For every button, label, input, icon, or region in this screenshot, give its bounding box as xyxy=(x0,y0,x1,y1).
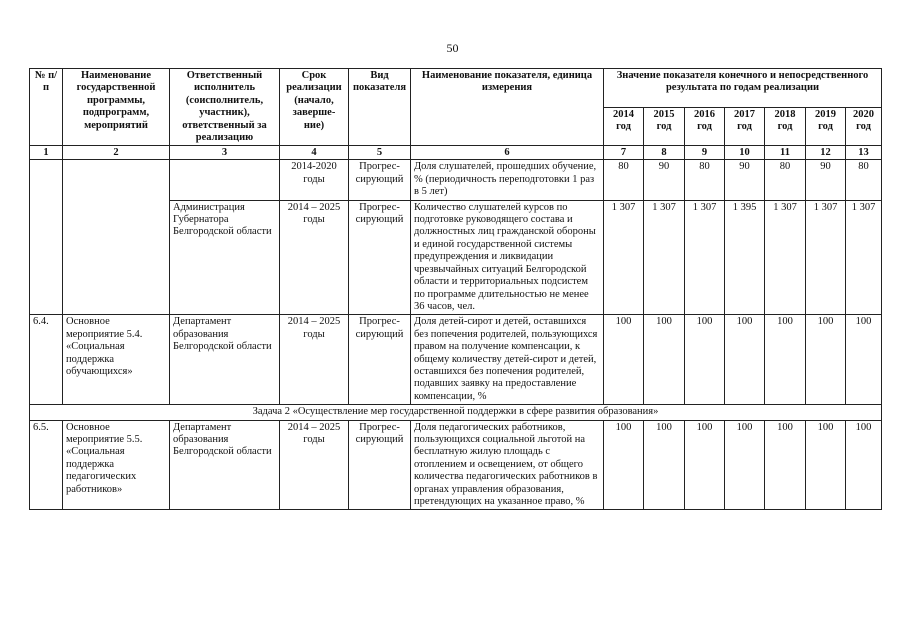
row-value: 1 307 xyxy=(846,200,882,315)
row-executor xyxy=(170,160,280,200)
row-value: 100 xyxy=(806,420,846,510)
header-num: № п/п xyxy=(30,69,63,146)
header-indicator: Наименование показателя, единица измерения xyxy=(411,69,604,146)
row-program: Основное мероприятие 5.5. «Социальная поддержка педагогических работников» xyxy=(63,420,170,510)
column-number: 2 xyxy=(63,146,170,160)
column-number: 1 xyxy=(30,146,63,160)
row-value: 100 xyxy=(765,315,806,405)
row-num: 6.5. xyxy=(30,420,63,510)
row-value: 100 xyxy=(765,420,806,510)
row-type: Прогрес-сирующий xyxy=(349,160,411,200)
header-year: 2014 год xyxy=(604,107,644,146)
indicator-table xyxy=(29,68,882,510)
row-value: 100 xyxy=(725,315,765,405)
row-type: Прогрес-сирующий xyxy=(349,315,411,405)
row-value: 1 307 xyxy=(644,200,685,315)
row-value: 90 xyxy=(725,160,765,200)
row-value: 90 xyxy=(644,160,685,200)
row-num: 6.4. xyxy=(30,315,63,405)
table-row xyxy=(30,420,882,510)
row-value: 80 xyxy=(765,160,806,200)
column-number: 8 xyxy=(644,146,685,160)
row-value: 80 xyxy=(846,160,882,200)
column-number: 9 xyxy=(685,146,725,160)
row-indicator: Доля слушателей, прошедших обучение, % (периодичность переподготовки 1 раз в 5 лет) xyxy=(411,160,604,200)
column-number: 10 xyxy=(725,146,765,160)
header-year: 2017 год xyxy=(725,107,765,146)
row-num xyxy=(30,160,63,315)
row-term: 2014 – 2025 годы xyxy=(280,315,349,405)
row-value: 100 xyxy=(644,420,685,510)
column-number: 7 xyxy=(604,146,644,160)
row-type: Прогрес-сирующий xyxy=(349,200,411,315)
task-row xyxy=(30,405,882,420)
row-value: 1 395 xyxy=(725,200,765,315)
header-type: Вид показателя xyxy=(349,69,411,146)
column-number: 11 xyxy=(765,146,806,160)
row-value: 100 xyxy=(604,315,644,405)
header-row xyxy=(30,69,882,108)
row-value: 90 xyxy=(806,160,846,200)
column-number: 3 xyxy=(170,146,280,160)
column-number: 12 xyxy=(806,146,846,160)
row-value: 100 xyxy=(644,315,685,405)
task-title: Задача 2 «Осуществление мер государственной поддержки в сфере развития образования» xyxy=(30,405,882,420)
row-executor: Департамент образования Белгородской области xyxy=(170,315,280,405)
row-value: 100 xyxy=(685,420,725,510)
row-program xyxy=(63,160,170,315)
column-number: 13 xyxy=(846,146,882,160)
header-program: Наименование государственной программы, подпрограмм, мероприятий xyxy=(63,69,170,146)
row-term: 2014 – 2025 годы xyxy=(280,200,349,315)
row-value: 1 307 xyxy=(604,200,644,315)
header-values: Значение показателя конечного и непосредственного результата по годам реализации xyxy=(604,69,882,108)
row-value: 1 307 xyxy=(765,200,806,315)
row-indicator: Доля педагогических работников, пользующихся социальной льготой на бесплатную жилую площадь с отоплением и освещением, от общего количества педагогических работников в органах управления образования, претендующих на указанное право, % xyxy=(411,420,604,510)
row-executor: Администрация Губернатора Белгородской области xyxy=(170,200,280,315)
table-row xyxy=(30,160,882,200)
header-term: Срок реализации (начало, заверше-ние) xyxy=(280,69,349,146)
row-value: 100 xyxy=(604,420,644,510)
row-program: Основное мероприятие 5.4. «Социальная поддержка обучающихся» xyxy=(63,315,170,405)
row-executor: Департамент образования Белгородской области xyxy=(170,420,280,510)
row-value: 100 xyxy=(846,315,882,405)
column-number: 4 xyxy=(280,146,349,160)
row-value: 1 307 xyxy=(685,200,725,315)
row-indicator: Количество слушателей курсов по подготовке руководящего состава и должностных лиц гражданской обороны и единой государственной системы предупреждения и ликвидации чрезвычайных ситуаций Белгородской области и территориальных подсистем по программе длительностью не менее 36 часов, чел. xyxy=(411,200,604,315)
row-term: 2014 – 2025 годы xyxy=(280,420,349,510)
column-number: 5 xyxy=(349,146,411,160)
page-number: 50 xyxy=(446,41,459,55)
row-term: 2014-2020 годы xyxy=(280,160,349,200)
header-year: 2016 год xyxy=(685,107,725,146)
column-number: 6 xyxy=(411,146,604,160)
row-value: 100 xyxy=(685,315,725,405)
row-value: 100 xyxy=(846,420,882,510)
column-number-row xyxy=(30,146,882,160)
header-year: 2020 год xyxy=(846,107,882,146)
header-year: 2019 год xyxy=(806,107,846,146)
row-value: 100 xyxy=(725,420,765,510)
row-value: 100 xyxy=(806,315,846,405)
row-value: 1 307 xyxy=(806,200,846,315)
row-type: Прогрес-сирующий xyxy=(349,420,411,510)
header-year: 2015 год xyxy=(644,107,685,146)
row-value: 80 xyxy=(685,160,725,200)
header-year: 2018 год xyxy=(765,107,806,146)
header-executor: Ответственный исполнитель (соисполнитель, участник), ответственный за реализацию xyxy=(170,69,280,146)
table-row xyxy=(30,315,882,405)
row-value: 80 xyxy=(604,160,644,200)
row-indicator: Доля детей-сирот и детей, оставшихся без попечения родителей, пользующихся правом на получение компенсации, к общему количеству детей-сирот и детей, оставшихся без попечения родителей, подавших заявку на предоставление компенсации, % xyxy=(411,315,604,405)
